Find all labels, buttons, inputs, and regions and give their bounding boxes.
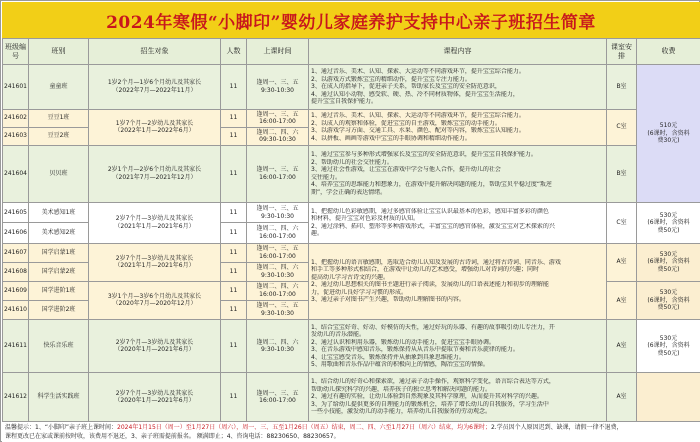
classroom: B室: [607, 145, 637, 202]
header-content: 课程内容: [309, 39, 607, 65]
class-time: 逢周一、三、五 16:00-17:00: [247, 243, 309, 262]
target-group: 2岁7个月—3岁幼儿及其家长 （2021年1月—2021年6月）: [89, 243, 221, 281]
class-size: 11: [221, 300, 247, 319]
classroom: A室: [607, 373, 637, 422]
class-name: 国学启蒙1班: [29, 243, 89, 262]
class-time: 逢周一、三、五 16:00-17:00: [247, 373, 309, 422]
header-time: 上课时间: [247, 39, 309, 65]
target-group: 2岁7个月—3岁幼儿及其家长 （2020年1月—2021年6月）: [89, 373, 221, 422]
page-title: 2024年寒假“小脚印”婴幼儿家庭养护支持中心亲子班招生简章: [106, 12, 596, 33]
course-content: 1、通过音乐、美术、认知、探索、大运动等不同游戏环节，提升宝宝综合能力。 2、以成人的观察和体验，促进宝宝的自主游戏，锻炼宝宝的动手能力。 3、以游戏学习方面、交通工具、水果、颜色、配对等内容，锻炼宝宝认知能力。 4、以拼板、画画等游戏中宝宝的手眼协调和精细动作能力。: [309, 109, 607, 145]
class-name: 国学进阶2班: [29, 300, 89, 319]
class-table: [2, 38, 700, 422]
fee-cell: [637, 373, 700, 422]
classroom: B室: [607, 65, 637, 110]
classroom: A室: [607, 281, 637, 319]
class-time: 逢周二、四、六 16:00-17:00: [247, 281, 309, 300]
class-time: 逢周一、三、五 16:00-17:00: [247, 145, 309, 202]
class-size: 11: [221, 243, 247, 262]
class-code: 241604: [3, 145, 29, 202]
header-target: 招生对象: [89, 39, 221, 65]
class-size: 11: [221, 203, 247, 223]
class-name: 美术感知1班: [29, 203, 89, 223]
class-time: 逢周二、四、六 9:30-10:30: [247, 320, 309, 373]
fee-cell: 530元 (6课时，含资料 费50元): [637, 203, 700, 243]
header-code: 班级编号: [3, 39, 29, 65]
table-row: [3, 109, 700, 127]
class-time: 逢周二、四、六 9:30-10:30: [247, 262, 309, 281]
class-time: 逢周一、三、五 16:00-17:00: [247, 109, 309, 127]
course-content: 1、结合幼儿的好奇心和探索欲，通过亲子动手操作，观察科学变化，语言综合表达等方式， 帮助幼儿探究科学的兴趣，培养孩子的独立思考和解决问题的能力。 2、通过有趣的实验，让幼儿体验到自然现象及其科学原理，从而提升其对科学的兴趣。 3、为了给幼儿提供更多的自理能力的锻炼机会，培养了增长幼儿的自我服务，学习生活中 一些小技能，激发幼儿的动手能力，培养幼儿自我服务的劳动观念。: [309, 373, 607, 422]
class-code: 241603: [3, 127, 29, 145]
table-row: [3, 65, 700, 110]
class-name: 国学启蒙2班: [29, 262, 89, 281]
class-time: 逢周二、四、六 09:30-10:30: [247, 127, 309, 145]
class-code: 241605: [3, 203, 29, 223]
class-size: 11: [221, 320, 247, 373]
fee-cell: 510元 (6课时，含资料 费30元): [637, 65, 700, 203]
class-code: 241601: [3, 65, 29, 110]
class-time: 逢周一、三、五 9:30-10:30: [247, 203, 309, 223]
class-code: 241606: [3, 223, 29, 243]
classroom: C室: [607, 109, 637, 145]
class-size: 11: [221, 109, 247, 127]
classroom: C室: [607, 203, 637, 243]
fee-cell: 530元 (6课时，含资料 费50元): [637, 281, 700, 319]
target-group: 2岁7个月—3岁幼儿及其家长 （2020年1月—2021年6月）: [89, 320, 221, 373]
class-name: 童童班: [29, 65, 89, 110]
class-time: 逢周二、四、六 16:00-17:00: [247, 223, 309, 243]
class-size: 11: [221, 262, 247, 281]
class-name: 豆豆1班: [29, 109, 89, 127]
table-row: [3, 145, 700, 202]
target-group: 1岁2个月—1岁6个月幼儿及其家长 （2022年7月—2022年11月）: [89, 65, 221, 110]
table-header-row: [3, 39, 700, 65]
classroom: A室: [607, 320, 637, 373]
class-name: 贝贝班: [29, 145, 89, 202]
header-fee: 收费: [637, 39, 700, 65]
header-class: 班别: [29, 39, 89, 65]
header-room: 课室安排: [607, 39, 637, 65]
class-name: 国学进阶1班: [29, 281, 89, 300]
class-size: 11: [221, 223, 247, 243]
target-group: 2岁7个月—3岁幼儿及其家长 （2021年1月—2021年6月）: [89, 203, 221, 243]
class-name: 科学生活实践班: [29, 373, 89, 422]
table-row: [3, 320, 700, 373]
class-name: 美术感知2班: [29, 223, 89, 243]
class-size: 11: [221, 281, 247, 300]
class-size: 11: [221, 373, 247, 422]
course-content: 1、把握幼儿的语言敏感期，选取适合幼儿认知及发展的古诗词，通过将古诗词、同音乐、游戏 和手工等多种形式相结合，在游戏中让幼儿的艺术感受，增强幼儿对诗词的兴趣；同时 提高幼儿学习古诗文的兴趣。 2、通过幼儿思想相关的图书主题进行亲子阅读，发展幼儿的口语表述能力和初步的理解能 力，促进幼儿良好学习习惯的形成。 3、通过亲子对图书产生兴趣，帮助幼儿理解图书的内容。: [309, 243, 607, 320]
footer-note: [2, 422, 700, 442]
class-code: 241608: [3, 262, 29, 281]
classroom: A室: [607, 243, 637, 281]
class-time: 逢周一、三、五 9:30-10:30: [247, 300, 309, 319]
class-code: 241609: [3, 281, 29, 300]
class-size: 11: [221, 127, 247, 145]
course-content: 1、把握幼儿色彩敏感期，通过多感官体验让宝宝认识最基本的色彩，感知丰富多彩的颜色 和材料，提升宝宝对色彩及材质的认知。 2、通过涂鸦、拓印、塑形等多种游戏形式，丰富宝宝的感官体验，激发宝宝对艺术探索的兴 趣。: [309, 203, 607, 243]
course-content: 1、通过宝宝参与多种形式增强家长及宝宝的安全防范意识，提升宝宝自我保护能力。 2、帮助幼儿的社会交往能力。 3、通过社会性游戏，让宝宝在游戏中学会与他人合作，提升幼儿的社会 交往能力。 4、培养宝宝的思维能力和想象力，在游戏中提升解决问题的能力，帮助宝贝平稳过度“叛逆 期”，学会正确的表达情绪。: [309, 145, 607, 202]
title-banner: [2, 2, 700, 38]
class-size: 11: [221, 145, 247, 202]
table-row: [3, 373, 700, 422]
class-name: 快乐音乐班: [29, 320, 89, 373]
target-group: 2岁1个月—2岁6个月幼儿及其家长 （2021年7月—2021年12月）: [89, 145, 221, 202]
fee-cell: 530元 (6课时，含资料 费50元): [637, 320, 700, 373]
class-code: 241611: [3, 320, 29, 373]
note-line-1: 温馨提示：1、“小脚印”亲子班上课时间：2024年1月15日（周一）至1月27日（周六），周一、三、五至1月26日（周五）结束，周二、四、六至1月27日（周六）结束，均为6课时；2.学员因个人原因迟到、缺课，请假一律不退费，: [5, 424, 623, 431]
class-code: 241607: [3, 243, 29, 262]
class-code: 241610: [3, 300, 29, 319]
course-content: 1、结合宝宝好奇、好动、好模仿的天性，通过好玩的乐器、有趣的故事吸引幼儿专注力，开 发幼儿的音乐潜能。 2、通过认识和利用乐器，锻炼幼儿的动手能力，促进宝宝手眼协调。 3、在音乐游戏中感知音乐，锻炼保持从从音乐中提取节奏和音乐旋律的能力。 4、让宝宝感受音乐，锻炼保持并从抽象到具象思维能力。 5、用歌曲和音乐作品中蕴含的积极向上的情感，陶冶宝宝的情操。: [309, 320, 607, 373]
course-content: 1、通过音乐、美术、认知、探索、大运动等不同游戏环节，提升宝宝综合能力。 2、以游戏方式锻炼宝宝的精细动作，提升宝宝专注力能力。 3、在成人的指导下，促进亲子关系，帮助家长及宝宝的安全防范意识， 4、通过认知小动物、感受软、硬、热、冷不同材质物体，提升宝宝生活能力， 提升宝宝自我保护能力。: [309, 65, 607, 110]
class-code: 241602: [3, 109, 29, 127]
table-row: [3, 243, 700, 262]
target-group: 1岁7个月—2岁幼儿及其家长 （2022年1月—2022年6月）: [89, 109, 221, 145]
class-time: 逢周一、三、五 9:30-10:30: [247, 65, 309, 110]
table-row: [3, 203, 700, 223]
class-code: 241612: [3, 373, 29, 422]
fee-cell: 530元 (6课时，含资料 费50元): [637, 243, 700, 281]
header-count: 人数: [221, 39, 247, 65]
class-name: 豆豆2班: [29, 127, 89, 145]
target-group: 3岁1个月—3岁6个月幼儿及其家长 （2020年7月—2020年12月）: [89, 281, 221, 319]
note-line-2: 课程更改已在家或课前按时收，该费用不退还，3、亲子班需提前报名。 额满即止；4、咨询电话：88230650、88230657。: [5, 433, 340, 440]
class-size: 11: [221, 65, 247, 110]
